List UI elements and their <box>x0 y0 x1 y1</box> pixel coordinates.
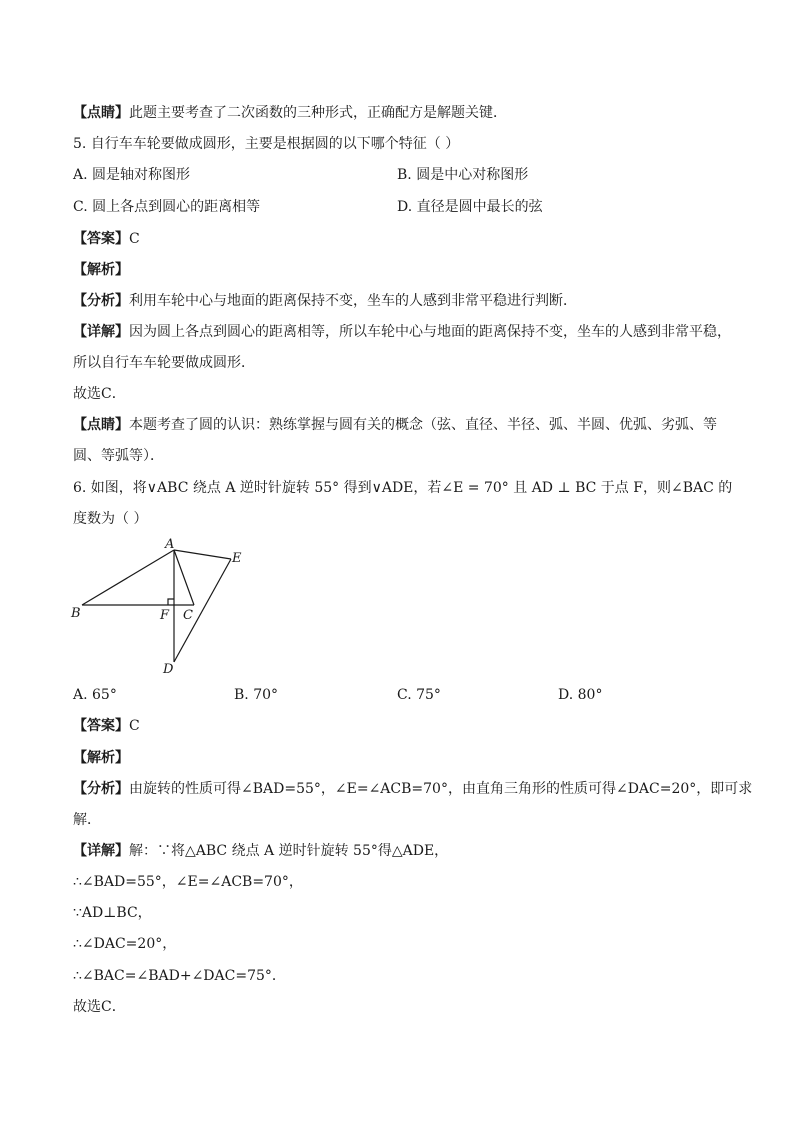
right-angle-mark <box>168 599 174 605</box>
q6-fenxi-line-2: 解． <box>73 812 101 828</box>
answer-tag: 【答案】 <box>73 231 129 247</box>
q6-fenxi-line-1 <box>73 779 752 799</box>
answer-tag: 【答案】 <box>73 718 129 734</box>
label-a: A <box>165 537 175 552</box>
q6-step-4: ∴∠BAC=∠BAD+∠DAC=75°． <box>73 968 286 984</box>
segment-ae <box>174 550 231 559</box>
label-f: F <box>160 608 170 623</box>
q5-fenxi-line <box>73 291 577 311</box>
fenxi-text: 利用车轮中心与地面的距离保持不变，坐车的人感到非常平稳进行判断． <box>129 293 577 309</box>
q5-stem: 5. 自行车车轮要做成圆形，主要是根据圆的以下哪个特征（ ） <box>73 136 460 152</box>
q5-option-d: D. 直径是圆中最长的弦 <box>397 199 543 215</box>
segment-ab <box>82 550 174 605</box>
q5-dianjing-line-1 <box>73 415 717 435</box>
q6-stem-line-1: 6. 如图，将∨ABC 绕点 A 逆时针旋转 55° 得到∨ADE，若∠E = 70° 且 AD ⊥ BC 于点 F，则∠BAC 的 <box>73 480 733 496</box>
q6-step-2: ∵AD⊥BC， <box>73 905 152 921</box>
q6-xiangjie-line-1 <box>73 841 448 861</box>
fenxi-text-1: 由旋转的性质可得∠BAD=55°，∠E=∠ACB=70°，由直角三角形的性质可得∠DAC=20°，即可求 <box>129 781 753 797</box>
q6-option-d: D. 80° <box>558 687 603 703</box>
q5-option-a: A. 圆是轴对称图形 <box>73 167 191 183</box>
q6-jiexi-tag: 【解析】 <box>73 750 129 766</box>
fenxi-tag: 【分析】 <box>73 293 129 309</box>
xiangjie-tag: 【详解】 <box>73 843 129 859</box>
answer-value: C <box>129 718 140 734</box>
q5-option-c: C. 圆上各点到圆心的距离相等 <box>73 199 261 215</box>
xiangjie-text-1: 解：∵将△ABC 绕点 A 逆时针旋转 55°得△ADE， <box>129 843 449 859</box>
q5-jiexi-tag: 【解析】 <box>73 262 129 278</box>
label-c: C <box>183 608 193 623</box>
q6-option-a: A. 65° <box>73 687 117 703</box>
label-b: B <box>71 606 81 621</box>
q5-dianjing-line-2: 圆、等弧等）． <box>73 448 164 464</box>
dianjing-tag: 【点睛】 <box>73 105 129 121</box>
q6-option-c: C. 75° <box>397 687 441 703</box>
dianjing-text-1: 本题考查了圆的认识：熟练掌握与圆有关的概念（弦、直径、半径、弧、半圆、优弧、劣弧、等 <box>129 417 717 433</box>
q5-xiangjie-line-2: 所以自行车车轮要做成圆形． <box>73 355 255 371</box>
q6-step-1: ∴∠BAD=55°，∠E=∠ACB=70°， <box>73 874 303 890</box>
q5-answer-line <box>73 229 140 249</box>
q6-option-b: B. 70° <box>234 687 279 703</box>
dianjing-tag: 【点睛】 <box>73 417 129 433</box>
q6-step-3: ∴∠DAC=20°， <box>73 936 177 952</box>
label-e: E <box>232 551 242 566</box>
q5-guxuan: 故选C． <box>73 386 126 402</box>
fenxi-tag: 【分析】 <box>73 781 129 797</box>
dianjing-text: 此题主要考查了二次函数的三种形式，正确配方是解题关键． <box>129 105 507 121</box>
q6-answer-line <box>73 716 140 736</box>
answer-value: C <box>129 231 140 247</box>
q6-guxuan: 故选C． <box>73 999 126 1015</box>
segment-ac <box>174 550 194 605</box>
q5-option-b: B. 圆是中心对称图形 <box>397 167 529 183</box>
xiangjie-tag: 【详解】 <box>73 324 129 340</box>
q6-stem-line-2: 度数为（ ） <box>73 511 148 527</box>
q5-xiangjie-line-1 <box>73 322 731 342</box>
xiangjie-text-1: 因为圆上各点到圆心的距离相等，所以车轮中心与地面的距离保持不变，坐车的人感到非常平稳， <box>129 324 731 340</box>
label-d: D <box>163 662 174 677</box>
prev-dianjing-line <box>73 103 507 123</box>
rotation-figure <box>68 535 253 677</box>
